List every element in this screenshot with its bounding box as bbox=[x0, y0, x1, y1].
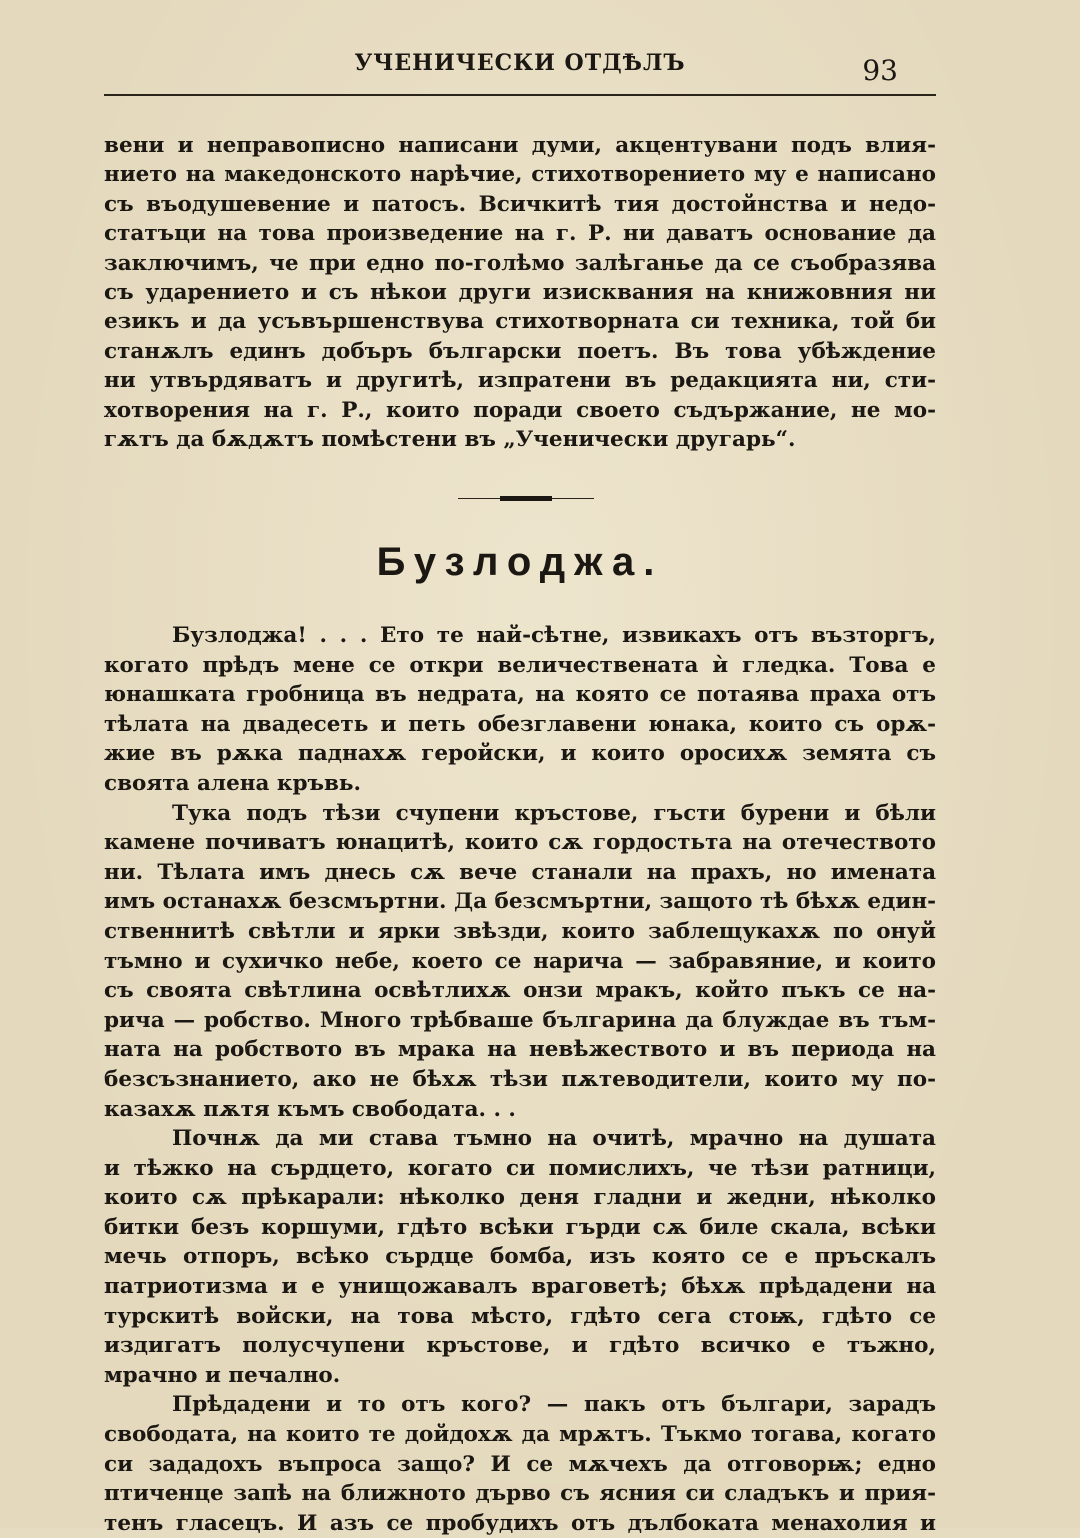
text-line: тъмно и сухичко небе, което се нарича — забравяние, и които bbox=[104, 948, 936, 974]
text-line: ната на робството въ мрака на невѣжеството и въ периода на bbox=[104, 1037, 936, 1063]
text-line: ни. Тѣлата имъ днесь сѫ вече станали на прахъ, но имената bbox=[104, 859, 936, 885]
text-line: ственнитѣ свѣтли и ярки звѣзди, които заблещукахѫ по онуй bbox=[104, 918, 936, 944]
text-line: свободата, на които те дойдохѫ да мрѫтъ. Тъкмо тогава, когато bbox=[104, 1422, 936, 1448]
text-line: хотворения на г. Р., които поради своето съдържание, не мо- bbox=[104, 397, 936, 423]
text-line: съ ударението и съ нѣкои други изисквания на книжовния ни bbox=[104, 279, 936, 305]
text-line: си зададохъ въпроса защо? И се мѫчехъ да отговорѭ; едно bbox=[104, 1451, 936, 1477]
text-line: когато прѣдъ мене се откри величествената ѝ гледка. Това е bbox=[104, 652, 936, 678]
text-line: Тука подъ тѣзи счупени кръстове, гъсти бурени и бѣли bbox=[172, 800, 936, 826]
text-line: мрачно и печално. bbox=[104, 1362, 341, 1388]
text-line: рича — робство. Много трѣбваше българина да блуждае въ тъм- bbox=[104, 1007, 936, 1033]
text-line: Почнѫ да ми става тъмно на очитѣ, мрачно на душата bbox=[172, 1126, 936, 1152]
text-line: имъ останахѫ безсмъртни. Да безсмъртни, защото тѣ бѣхѫ един- bbox=[104, 889, 936, 915]
text-line: ни утвърдяватъ и другитѣ, изпратени въ редакцията ни, сти- bbox=[104, 368, 936, 394]
text-line: мечь отпоръ, всѣко сърдце бомба, изъ която се е пръскалъ bbox=[104, 1244, 936, 1270]
text-line: издигатъ полусчупени кръстове, и гдѣто всичко е тъжно, bbox=[104, 1333, 936, 1359]
text-line: статъци на това произведение на г. Р. ни даватъ основание да bbox=[104, 221, 936, 247]
section-separator bbox=[458, 493, 594, 505]
text-line: съ своята свѣтлина освѣтлихѫ онзи мракъ, който пъкъ се на- bbox=[104, 978, 936, 1004]
text-line: казахѫ пѫтя къмъ свободата. . . bbox=[104, 1096, 516, 1122]
running-title: УЧЕНИЧЕСКИ ОТДѢЛЪ bbox=[354, 50, 686, 76]
text-line: камене почиватъ юнацитѣ, които сѫ гордостьта на отечеството bbox=[104, 830, 936, 856]
text-line: заключимъ, че при едно по-голѣмо залѣганье да се съобразява bbox=[104, 250, 936, 276]
text-line: които сѫ прѣкарали: нѣколко деня гладни и жедни, нѣколко bbox=[104, 1185, 936, 1211]
text-line: съ въодушевение и патосъ. Всичкитѣ тия достойнства и недо- bbox=[104, 191, 936, 217]
text-line: битки безъ коршуми, гдѣто всѣки гърди сѫ биле скала, всѣки bbox=[104, 1214, 936, 1240]
text-line: тенъ гласецъ. И азъ се пробудихъ отъ дълбоката менахолия и bbox=[104, 1510, 936, 1536]
text-line: патриотизма и е унищожавалъ враговетѣ; бѣхѫ прѣдадени на bbox=[104, 1274, 936, 1300]
text-line: Прѣдадени и то отъ кого? — пакъ отъ българи, зарадъ bbox=[172, 1392, 936, 1418]
text-line: безсъзнанието, ако не бѣхѫ тѣзи пѫтеводители, които му по- bbox=[104, 1066, 936, 1092]
article-title: Бузлоджа. bbox=[376, 540, 664, 584]
text-line: вени и неправописно написани думи, акцентувани подъ влия- bbox=[104, 133, 936, 158]
text-line: своята алена кръвь. bbox=[104, 770, 361, 796]
page-number: 93 bbox=[862, 54, 898, 87]
text-line: Бузлоджа! . . . Ето те най-сѣтне, извикахъ отъ възторгъ, bbox=[172, 623, 936, 648]
text-line: езикъ и да усъвършенствува стихотворната си техника, той би bbox=[104, 309, 936, 335]
intro-paragraph bbox=[104, 131, 936, 454]
text-line: тѣлата на двадесеть и петь обезглавени юнака, които съ орѫ- bbox=[104, 711, 936, 737]
text-line: гѫтъ да бѫдѫтъ помѣстени въ „Ученически другарь“. bbox=[104, 426, 796, 452]
text-line: станѫлъ единъ добъръ български поетъ. Въ това убѣждение bbox=[104, 338, 936, 364]
page-header bbox=[104, 40, 936, 96]
text-line: птиченце запѣ на ближното дърво съ ясния си сладъкъ и прия- bbox=[104, 1481, 936, 1507]
text-line: и тѣжко на сърдцето, когато си помислихъ, че тѣзи ратници, bbox=[104, 1155, 936, 1181]
article-body bbox=[104, 621, 936, 1538]
text-line: нието на македонското нарѣчие, стихотворението му е написано bbox=[104, 162, 936, 188]
text-line: юнашката гробница въ недрата, на която се потаява праха отъ bbox=[104, 682, 936, 708]
text-line: жие въ рѫка паднахѫ геройски, и които оросихѫ земята съ bbox=[104, 741, 936, 767]
text-line: турскитѣ войски, на това мѣсто, гдѣто сега стоѭ, гдѣто се bbox=[104, 1303, 936, 1329]
